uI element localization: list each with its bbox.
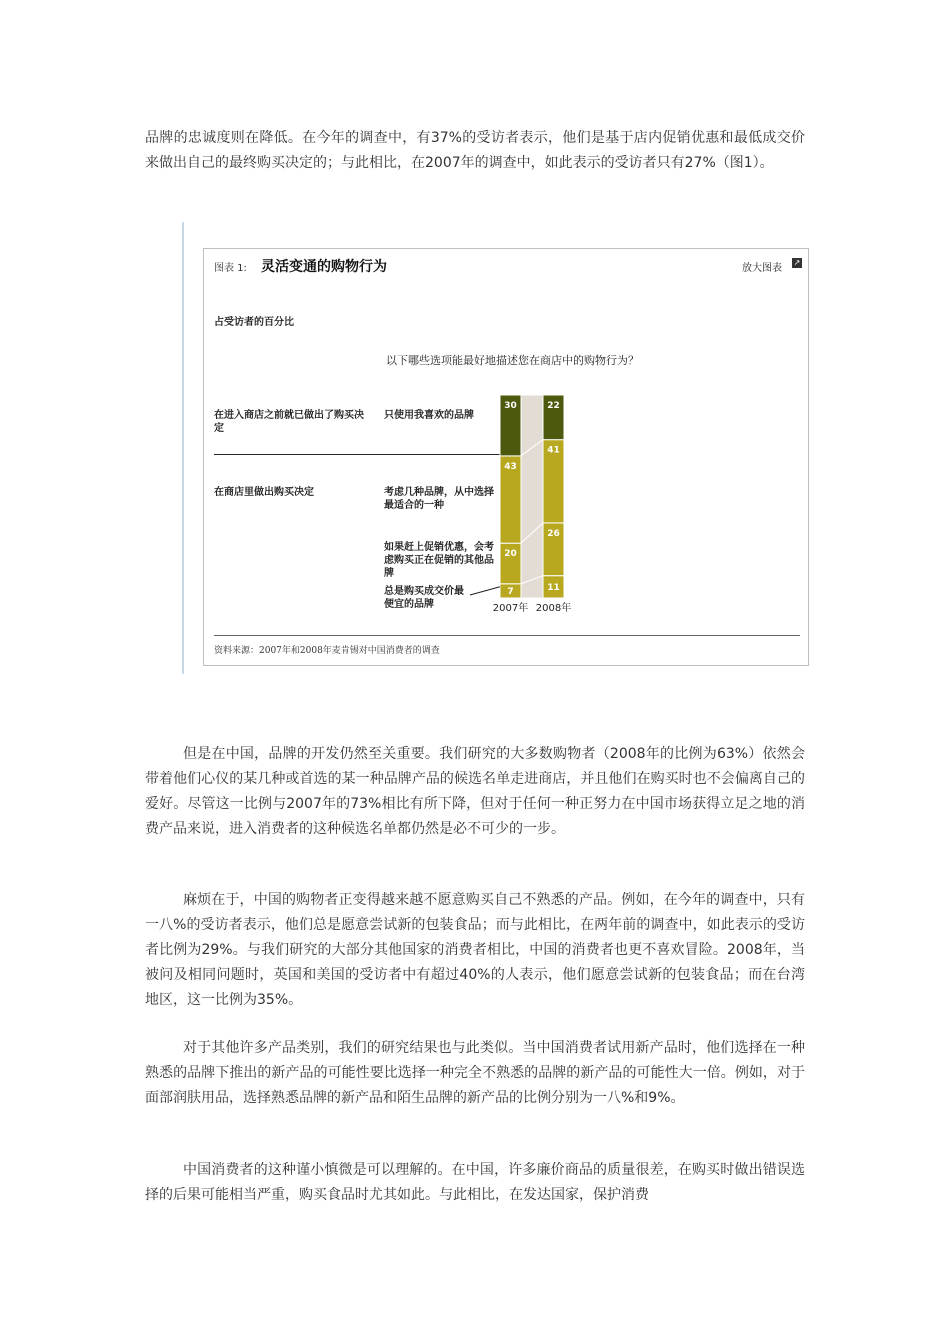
data-label: 20 (504, 549, 517, 560)
stacked-bar-chart (204, 249, 808, 665)
paragraph-1: 品牌的忠诚度则在降低。在今年的调查中，有37%的受访者表示，他们是基于店内促销优惠和最低成交价来做出自己的最终购买决定的；与此相比，在2007年的调查中，如此表示的受访者只有27%（图1）。 (145, 130, 805, 171)
option-label-cheapest: 总是购买成交价最便宜的品牌 (384, 586, 464, 610)
figure-source: 资料来源：2007年和2008年麦肯锡对中国消费者的调查 (214, 646, 440, 656)
figure-1 (203, 248, 809, 666)
option-label-promotion: 如果赶上促销优惠，会考虑购买正在促销的其他品牌 (384, 542, 494, 579)
leader-line (470, 587, 500, 595)
data-label: 43 (504, 461, 517, 472)
paragraph-2: 但是在中国，品牌的开发仍然至关重要。我们研究的大多数购物者（2008年的比例为63%）依然会带着他们心仪的某几种或首选的某一种品牌产品的候选名单走进商店，并且他们在购买时也不会偏离自己的爱好。尽管这一比例与2007年的73%相比有所下降，但对于任何一种正努力在中国市场获得立足之地的消费产品来说，进入消费者的这种候选名单都仍然是必不可少的一步。 (145, 746, 805, 837)
data-label: 7 (507, 586, 514, 597)
paragraph-3: 麻烦在于，中国的购物者正变得越来越不愿意购买自己不熟悉的产品。例如，在今年的调查中，只有一八%的受访者表示，他们总是愿意尝试新的包装食品；而与此相比，在两年前的调查中，如此表示的受访者比例为29%。与我们研究的大部分其他国家的消费者相比，中国的消费者也更不喜欢冒险。2008年，当被问及相同问题时，英国和美国的受访者中有超过40%的人表示，他们愿意尝试新的包装食品；而在台湾地区，这一比例为35%。 (145, 892, 805, 1008)
group-label-instore: 在商店里做出购买决定 (214, 487, 314, 498)
figure-title: 灵活变通的购物行为 (261, 259, 387, 275)
data-label: 41 (547, 445, 560, 456)
data-label: 22 (547, 401, 560, 411)
tick-label: 2008年 (535, 603, 572, 614)
option-label-favorite: 只使用我喜欢的品牌 (384, 410, 474, 421)
arrow-icon[interactable]: ↗ (793, 258, 801, 267)
tick-label: 2007年 (492, 603, 529, 614)
paragraph-4: 对于其他许多产品类别，我们的研究结果也与此类似。当中国消费者试用新产品时，他们选择在一种熟悉的品牌下推出的新产品的可能性要比选择一种完全不熟悉的品牌的新产品的可能性大一倍。例如，对于面部润肤用品，选择熟悉品牌的新产品和陌生品牌的新产品的比例分别为一八%和9%。 (145, 1040, 805, 1106)
figure-quote-bar (182, 222, 184, 674)
chart-ylabel: 占受访者的百分比 (214, 317, 294, 328)
enlarge-chart-link[interactable]: 放大图表 (742, 263, 782, 274)
figure-label: 图表 1: (214, 263, 247, 274)
paragraph-5: 中国消费者的这种谨小慎微是可以理解的。在中国，许多廉价商品的质量很差，在购买时做出错误选择的后果可能相当严重，购买食品时尤其如此。与此相比，在发达国家，保护消费 (145, 1162, 805, 1203)
group-label-before: 在进入商店之前就已做出了购买决定 (214, 410, 364, 434)
data-label: 26 (547, 528, 560, 539)
data-label: 30 (504, 401, 517, 411)
chart-question: 以下哪些选项能最好地描述您在商店中的购物行为？ (386, 354, 639, 367)
option-label-compare: 考虑几种品牌，从中选择最适合的一种 (384, 487, 494, 511)
data-label: 11 (547, 582, 560, 593)
